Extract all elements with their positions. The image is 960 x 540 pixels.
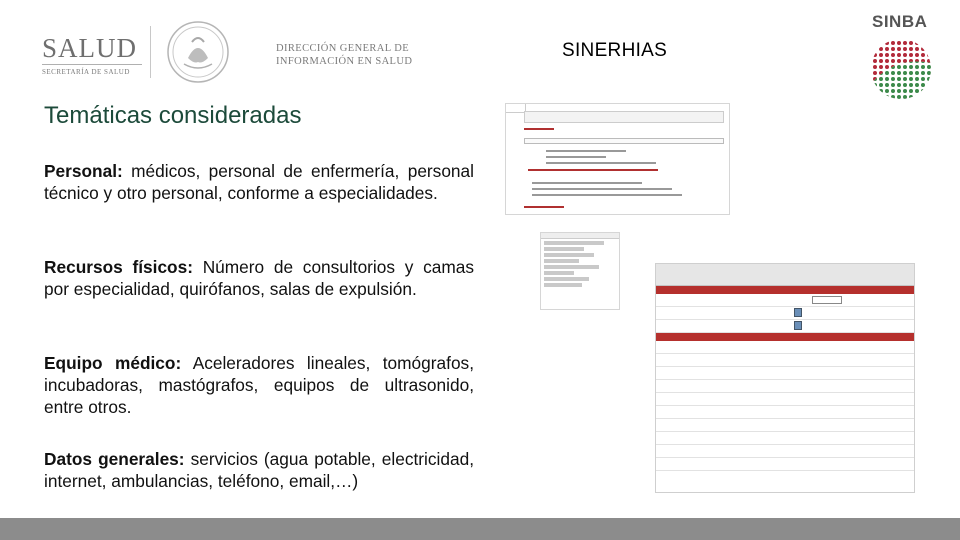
screenshot-list-row	[544, 265, 599, 269]
screenshot-list-row	[544, 259, 579, 263]
screenshot-section-line	[528, 169, 658, 171]
sinba-logo-word: SINBA	[872, 12, 928, 31]
header	[0, 0, 960, 90]
screenshot-text-line	[532, 188, 672, 190]
topic-text: Aceleradores lineales, tomógrafos, incubadoras, mastógrafos, equipos de ultrasonido, entre otros.	[44, 353, 475, 417]
screenshot-row	[656, 393, 914, 406]
screenshot-row	[656, 458, 914, 471]
screenshot-text-line	[546, 162, 656, 164]
screenshot-section-line	[524, 206, 564, 208]
sinba-globe-icon	[866, 34, 936, 104]
topic-text: servicios (agua potable, electricidad, internet, ambulancias, teléfono, email,…)	[44, 449, 474, 491]
screenshot-row	[656, 432, 914, 445]
screenshot-tab	[506, 104, 526, 113]
screenshot-section-line	[524, 128, 554, 130]
system-title: SINERHIAS	[562, 40, 668, 61]
dgis-line-1: DIRECCIÓN GENERAL DE	[276, 43, 410, 54]
screenshot-list-row	[544, 283, 582, 287]
screenshot-list-row	[544, 241, 604, 245]
screenshot-red-bar	[656, 286, 914, 294]
screenshot-select	[812, 296, 842, 304]
topic-label: Equipo médico:	[44, 353, 182, 373]
screenshot-row	[656, 406, 914, 419]
salud-logo-word: SALUD	[42, 33, 138, 63]
topic-text: médicos, personal de enfermería, personal técnico y otro personal, conforme a especialidades.	[44, 161, 474, 203]
topic-personal	[44, 160, 474, 204]
dgis-name	[276, 42, 412, 68]
screenshot-row	[656, 307, 914, 320]
screenshot-row	[656, 380, 914, 393]
screenshot-header	[524, 111, 724, 123]
screenshot-list-row	[544, 277, 589, 281]
screenshot-text-line	[546, 150, 626, 152]
topic-label: Personal:	[44, 161, 123, 181]
screenshot-row	[656, 294, 914, 307]
footer-bar	[0, 518, 960, 540]
screenshot-detail-header	[656, 264, 914, 286]
screenshot-list-row	[544, 253, 594, 257]
screenshot-row	[656, 341, 914, 354]
screenshot-form-main	[505, 103, 730, 215]
screenshot-list-header	[541, 233, 619, 239]
screenshot-form-detail	[655, 263, 915, 493]
screenshot-list	[540, 232, 620, 310]
header-divider	[150, 26, 151, 78]
screenshot-row	[656, 419, 914, 432]
salud-logo	[42, 34, 142, 76]
screenshot-bar	[524, 138, 724, 144]
topic-recursos-fisicos	[44, 256, 474, 300]
screenshot-list-row	[544, 271, 574, 275]
screenshot-row	[656, 445, 914, 458]
screenshot-row	[656, 320, 914, 333]
seal-icon	[166, 20, 230, 84]
topic-label: Recursos físicos:	[44, 257, 193, 277]
salud-logo-subtitle: SECRETARÍA DE SALUD	[42, 64, 142, 76]
topic-datos-generales	[44, 448, 474, 492]
topic-label: Datos generales:	[44, 449, 185, 469]
screenshot-row	[656, 354, 914, 367]
screenshot-text-line	[532, 182, 642, 184]
screenshot-text-line	[532, 194, 682, 196]
screenshot-row	[656, 367, 914, 380]
screenshot-red-bar	[656, 333, 914, 341]
dgis-line-2: INFORMACIÓN EN SALUD	[276, 56, 413, 67]
screenshot-list-row	[544, 247, 584, 251]
topic-text: Número de consultorios y camas por especialidad, quirófanos, salas de expulsión.	[44, 257, 474, 299]
topic-equipo-medico	[44, 352, 474, 418]
page-title: Temáticas consideradas	[44, 102, 302, 129]
screenshot-doc-icon	[794, 321, 802, 330]
screenshot-doc-icon	[794, 308, 802, 317]
screenshot-text-line	[546, 156, 606, 158]
sinba-logo	[860, 12, 944, 102]
